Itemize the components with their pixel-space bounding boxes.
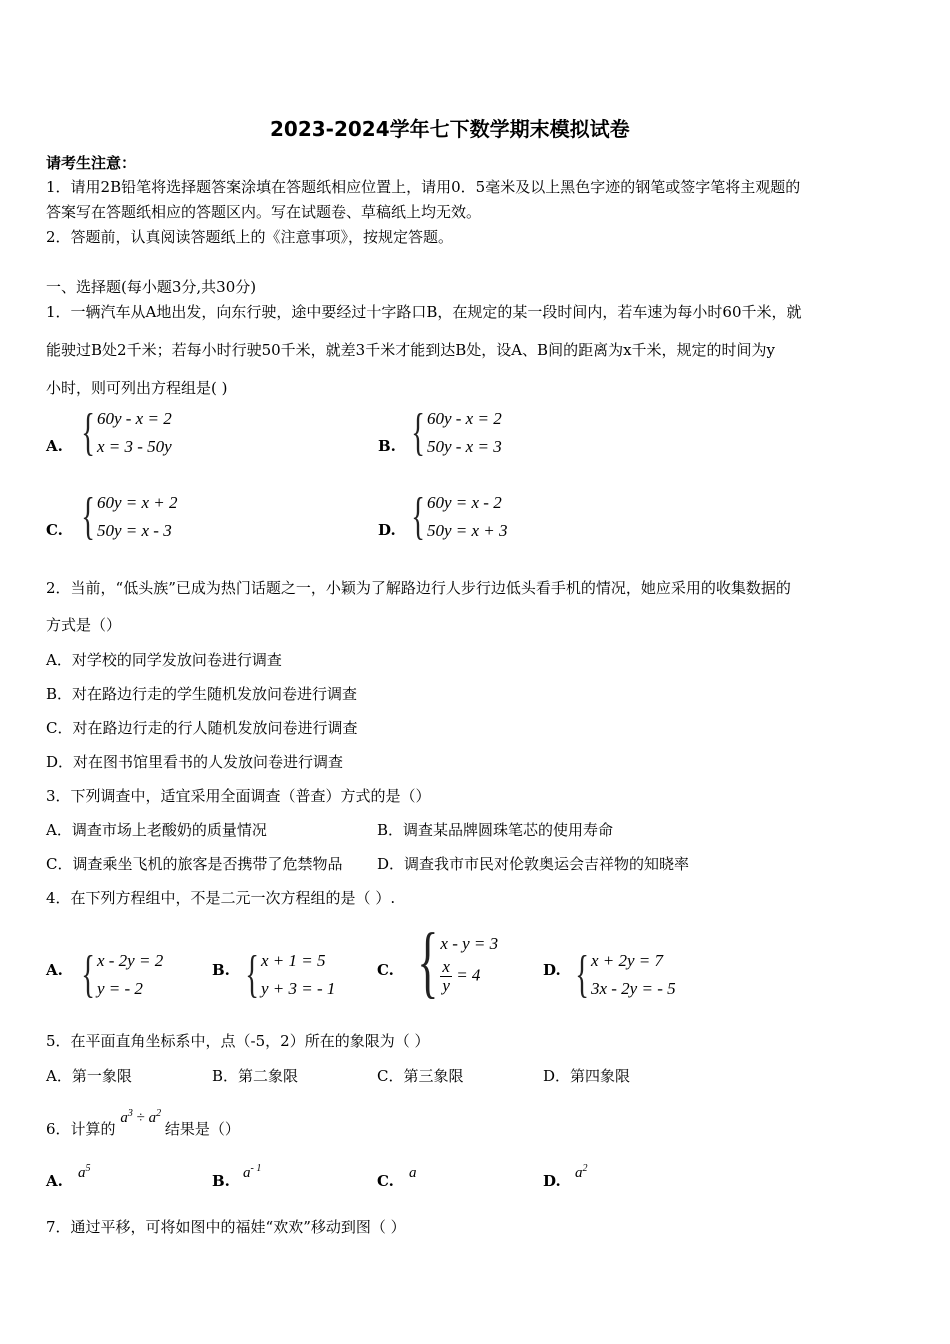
equation: x - y = 3	[440, 933, 499, 953]
option-text: D．对在图书馆里看书的人发放问卷进行调查	[46, 753, 344, 771]
equation-system	[70, 947, 163, 1003]
brace-icon: {	[81, 404, 95, 461]
option-label: B.	[378, 437, 396, 455]
stem-text: 结果是（）	[164, 1120, 240, 1138]
option-label: A.	[46, 961, 63, 979]
equation-system	[234, 947, 335, 1003]
option-label: A.	[46, 437, 63, 455]
option-text: C．调查乘坐飞机的旅客是否携带了危禁物品	[46, 855, 343, 873]
question-6-stem	[46, 1108, 240, 1144]
exponent: 2	[156, 1108, 162, 1119]
option-text: A．对学校的同学发放问卷进行调查	[46, 651, 282, 669]
question-1-stem: 1．一辆汽车从A地出发，向东行驶，途中要经过十字路口B，在规定的某一段时间内，若车速为每小时60千米，就	[46, 303, 802, 321]
exponent: 5	[85, 1163, 91, 1174]
question-3-stem: 3．下列调查中，适宜采用全面调查（普查）方式的是（）	[46, 787, 431, 805]
option-label: D.	[543, 961, 561, 979]
base: a	[148, 1110, 157, 1126]
equation: 60y = x + 2	[96, 493, 178, 512]
question-2-stem: 方式是（）	[46, 616, 122, 634]
option-text: B．对在路边行走的学生随机发放问卷进行调查	[46, 685, 358, 703]
notice-line: 答案写在答题纸相应的答题区内。写在试题卷、草稿纸上均无效。	[46, 203, 482, 221]
section-heading: 一、选择题(每小题3分,共30分)	[46, 278, 257, 296]
operator: ÷	[132, 1110, 149, 1126]
option-expression	[409, 1155, 417, 1187]
equation-rest: = 4	[451, 964, 481, 984]
equation: y + 3 = - 1	[260, 979, 336, 998]
notice-line: 2．答题前，认真阅读答题纸上的《注意事项》，按规定答题。	[46, 228, 454, 246]
option-expression	[78, 1155, 91, 1187]
question-2-stem: 2．当前，“低头族”已成为热门话题之一，小颖为了解路边行人步行边低头看手机的情况，她应采用的收集数据的	[46, 579, 791, 597]
equation: x - 2y = 2	[96, 951, 164, 970]
equation: 50y = x + 3	[426, 521, 508, 540]
equation: 50y - x = 3	[426, 437, 502, 456]
option-label: C.	[46, 521, 63, 539]
exponent: 3	[127, 1108, 133, 1119]
brace-icon: {	[575, 946, 589, 1003]
question-7-stem: 7．通过平移，可将如图中的福娃“欢欢”移动到图（ ）	[46, 1218, 406, 1236]
notice-heading: 请考生注意：	[46, 154, 137, 172]
fraction	[440, 958, 452, 995]
equation	[440, 958, 498, 995]
base: a	[409, 1165, 417, 1181]
option-label: B.	[212, 1172, 230, 1190]
base: a	[120, 1110, 128, 1126]
option-label: C.	[377, 961, 394, 979]
brace-icon: {	[411, 404, 425, 461]
base: a	[78, 1165, 86, 1181]
equation: 60y = x - 2	[426, 493, 502, 512]
question-1-stem: 能驶过B处2千米；若每小时行驶50千米，就差3千米才能到达B处，设A、B间的距离为x千米，规定的时间为y	[46, 341, 776, 359]
option-text: C．对在路边行走的行人随机发放问卷进行调查	[46, 719, 358, 737]
equation-system	[70, 489, 178, 545]
equation: x = 3 - 50y	[96, 437, 172, 456]
stem-text: 6．计算的	[46, 1120, 116, 1138]
equation-system	[564, 947, 676, 1003]
equation-system	[400, 918, 499, 1006]
base: a	[575, 1165, 583, 1181]
equation: 60y - x = 2	[96, 409, 172, 428]
option-text: A．第一象限	[46, 1067, 132, 1085]
notice-line: 1．请用2B铅笔将选择题答案涂填在答题纸相应位置上，请用0．5毫米及以上黑色字迹的钢笔或签字笔将主观题的	[46, 178, 801, 196]
equation: 3x - 2y = - 5	[590, 979, 676, 998]
equation-system	[400, 489, 508, 545]
equation: 50y = x - 3	[96, 521, 172, 540]
option-text: D．调查我市市民对伦敦奥运会吉祥物的知晓率	[377, 855, 690, 873]
equation: y = - 2	[96, 979, 143, 998]
option-text: A．调查市场上老酸奶的质量情况	[46, 821, 267, 839]
exponent: - 1	[250, 1163, 262, 1174]
fraction-denominator: y	[442, 975, 450, 995]
question-5-stem: 5．在平面直角坐标系中，点（-5，2）所在的象限为（ ）	[46, 1032, 430, 1050]
option-label: B.	[212, 961, 230, 979]
base: a	[243, 1165, 251, 1181]
option-text: B．调查某品牌圆珠笔芯的使用寿命	[377, 821, 614, 839]
option-label: A.	[46, 1172, 63, 1190]
exponent: 2	[582, 1163, 588, 1174]
equation-system	[400, 405, 502, 461]
option-expression	[575, 1155, 588, 1187]
option-text: D．第四象限	[543, 1067, 631, 1085]
option-text: B．第二象限	[212, 1067, 299, 1085]
brace-icon: {	[245, 946, 259, 1003]
brace-icon: {	[81, 488, 95, 545]
option-text: C．第三象限	[377, 1067, 464, 1085]
option-expression	[243, 1155, 261, 1187]
page-title: 2023-2024学年七下数学期末模拟试卷	[270, 117, 630, 141]
equation: 60y - x = 2	[426, 409, 502, 428]
fraction-numerator: x	[442, 956, 450, 976]
equation: x + 1 = 5	[260, 951, 326, 970]
brace-icon: {	[417, 918, 439, 1006]
question-4-stem: 4．在下列方程组中，不是二元一次方程组的是（ ）.	[46, 889, 396, 907]
equation: x + 2y = 7	[590, 951, 664, 970]
brace-icon: {	[81, 946, 95, 1003]
option-label: D.	[543, 1172, 561, 1190]
expression	[120, 1110, 164, 1126]
question-1-stem: 小时，则可列出方程组是( )	[46, 379, 228, 397]
brace-icon: {	[411, 488, 425, 545]
equation-system	[70, 405, 172, 461]
option-label: D.	[378, 521, 396, 539]
option-label: C.	[377, 1172, 394, 1190]
